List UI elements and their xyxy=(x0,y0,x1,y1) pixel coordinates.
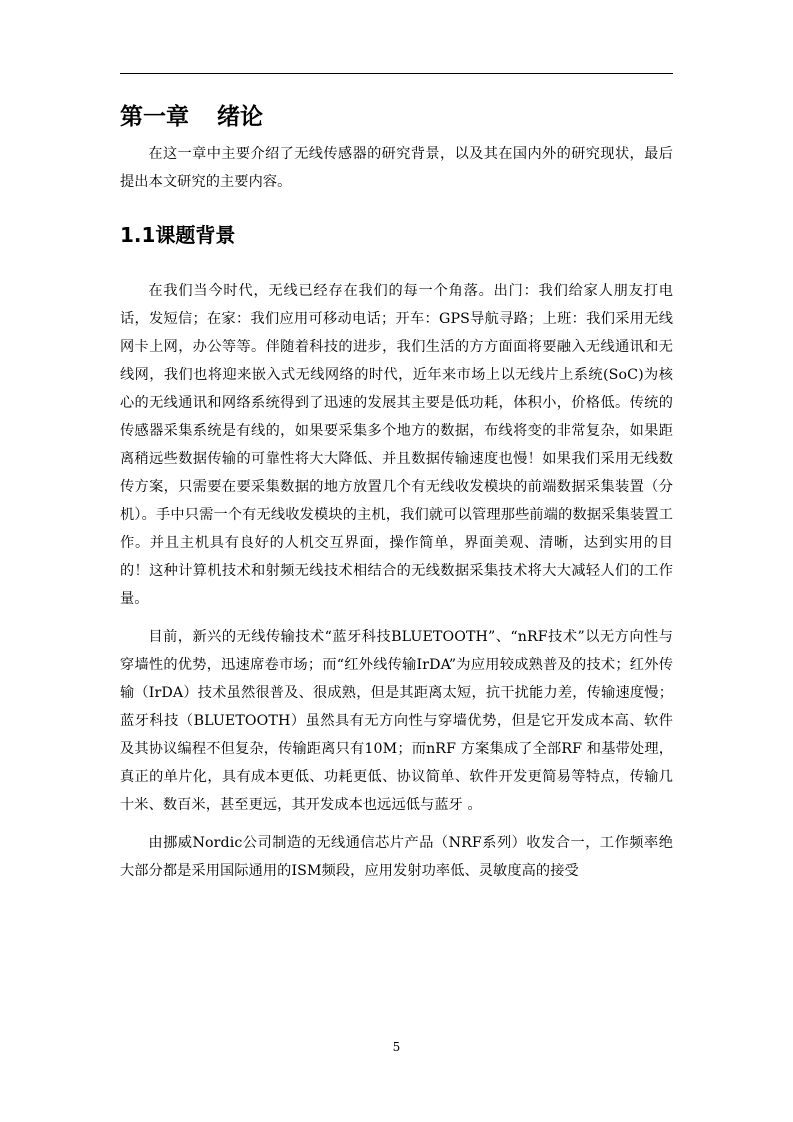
chapter-title xyxy=(120,98,673,136)
body-paragraph-1: 在我们当今时代，无线已经存在我们的每一个角落。出门：我们给家人朋友打电话，发短信；在家：我们应用可移动电话；开车：GPS导航寻路；上班：我们采用无线网卡上网，办公等等。伴随着科技的进步，我们生活的方方面面将要融入无线通讯和无线网，我们也将迎来嵌入式无线网络的时代，近年来市场上以无线片上系统(SoC)为核心的无线通讯和网络系统得到了迅速的发展其主要是低功耗，体积小，价格低。传统的传感器采集系统是有线的，如果要采集多个地方的数据，布线将变的非常复杂，如果距离稍远些数据传输的可靠性将大大降低、并且数据传输速度也慢！如果我们采用无线数传方案，只需要在要采集数据的地方放置几个有无线收发模块的前端数据采集装置（分机）。手中只需一个有无线收发模块的主机，我们就可以管理那些前端的数据采集装置工作。并且主机具有良好的人机交互界面，操作简单，界面美观、清晰，达到实用的目的！这种计算机技术和射频无线技术相结合的无线数据采集技术将大大减轻人们的工作量。 xyxy=(120,283,673,607)
header-rule xyxy=(120,73,673,74)
chapter-intro-paragraph: 在这一章中主要介绍了无线传感器的研究背景，以及其在国内外的研究现状，最后提出本文研究的主要内容。 xyxy=(120,146,673,190)
body-paragraph-3: 由挪威Nordic公司制造的无线通信芯片产品（NRF系列）收发合一，工作频率绝大部分都是采用国际通用的ISM频段，应用发射功率低、灵敏度高的接受 xyxy=(120,835,673,879)
page-number: 5 xyxy=(392,1040,401,1054)
section-title: 1.1课题背景 xyxy=(120,223,236,247)
body-paragraph-2: 目前，新兴的无线传输技术“蓝牙科技BLUETOOTH”、“nRF技术”以无方向性与穿墙性的优势，迅速席卷市场；而“红外线传输IrDA”为应用较成熟普及的技术；红外传输（IrDA）技术虽然很普及、很成熟，但是其距离太短，抗干扰能力差，传输速度慢；蓝牙科技（BLUETOOTH）虽然具有无方向性与穿墙优势，但是它开发成本高、软件及其协议编程不但复杂，传输距离只有10M；而nRF 方案集成了全部RF 和基带处理，真正的单片化，具有成本更低、功耗更低、协议简单、软件开发更简易等特点，传输几十米、数百米，甚至更远，其开发成本也远远低与蓝牙 。 xyxy=(120,629,673,813)
chapter-title-text: 绪论 xyxy=(217,104,263,130)
chapter-number-label: 第一章 xyxy=(120,104,189,130)
page-content xyxy=(120,98,673,885)
